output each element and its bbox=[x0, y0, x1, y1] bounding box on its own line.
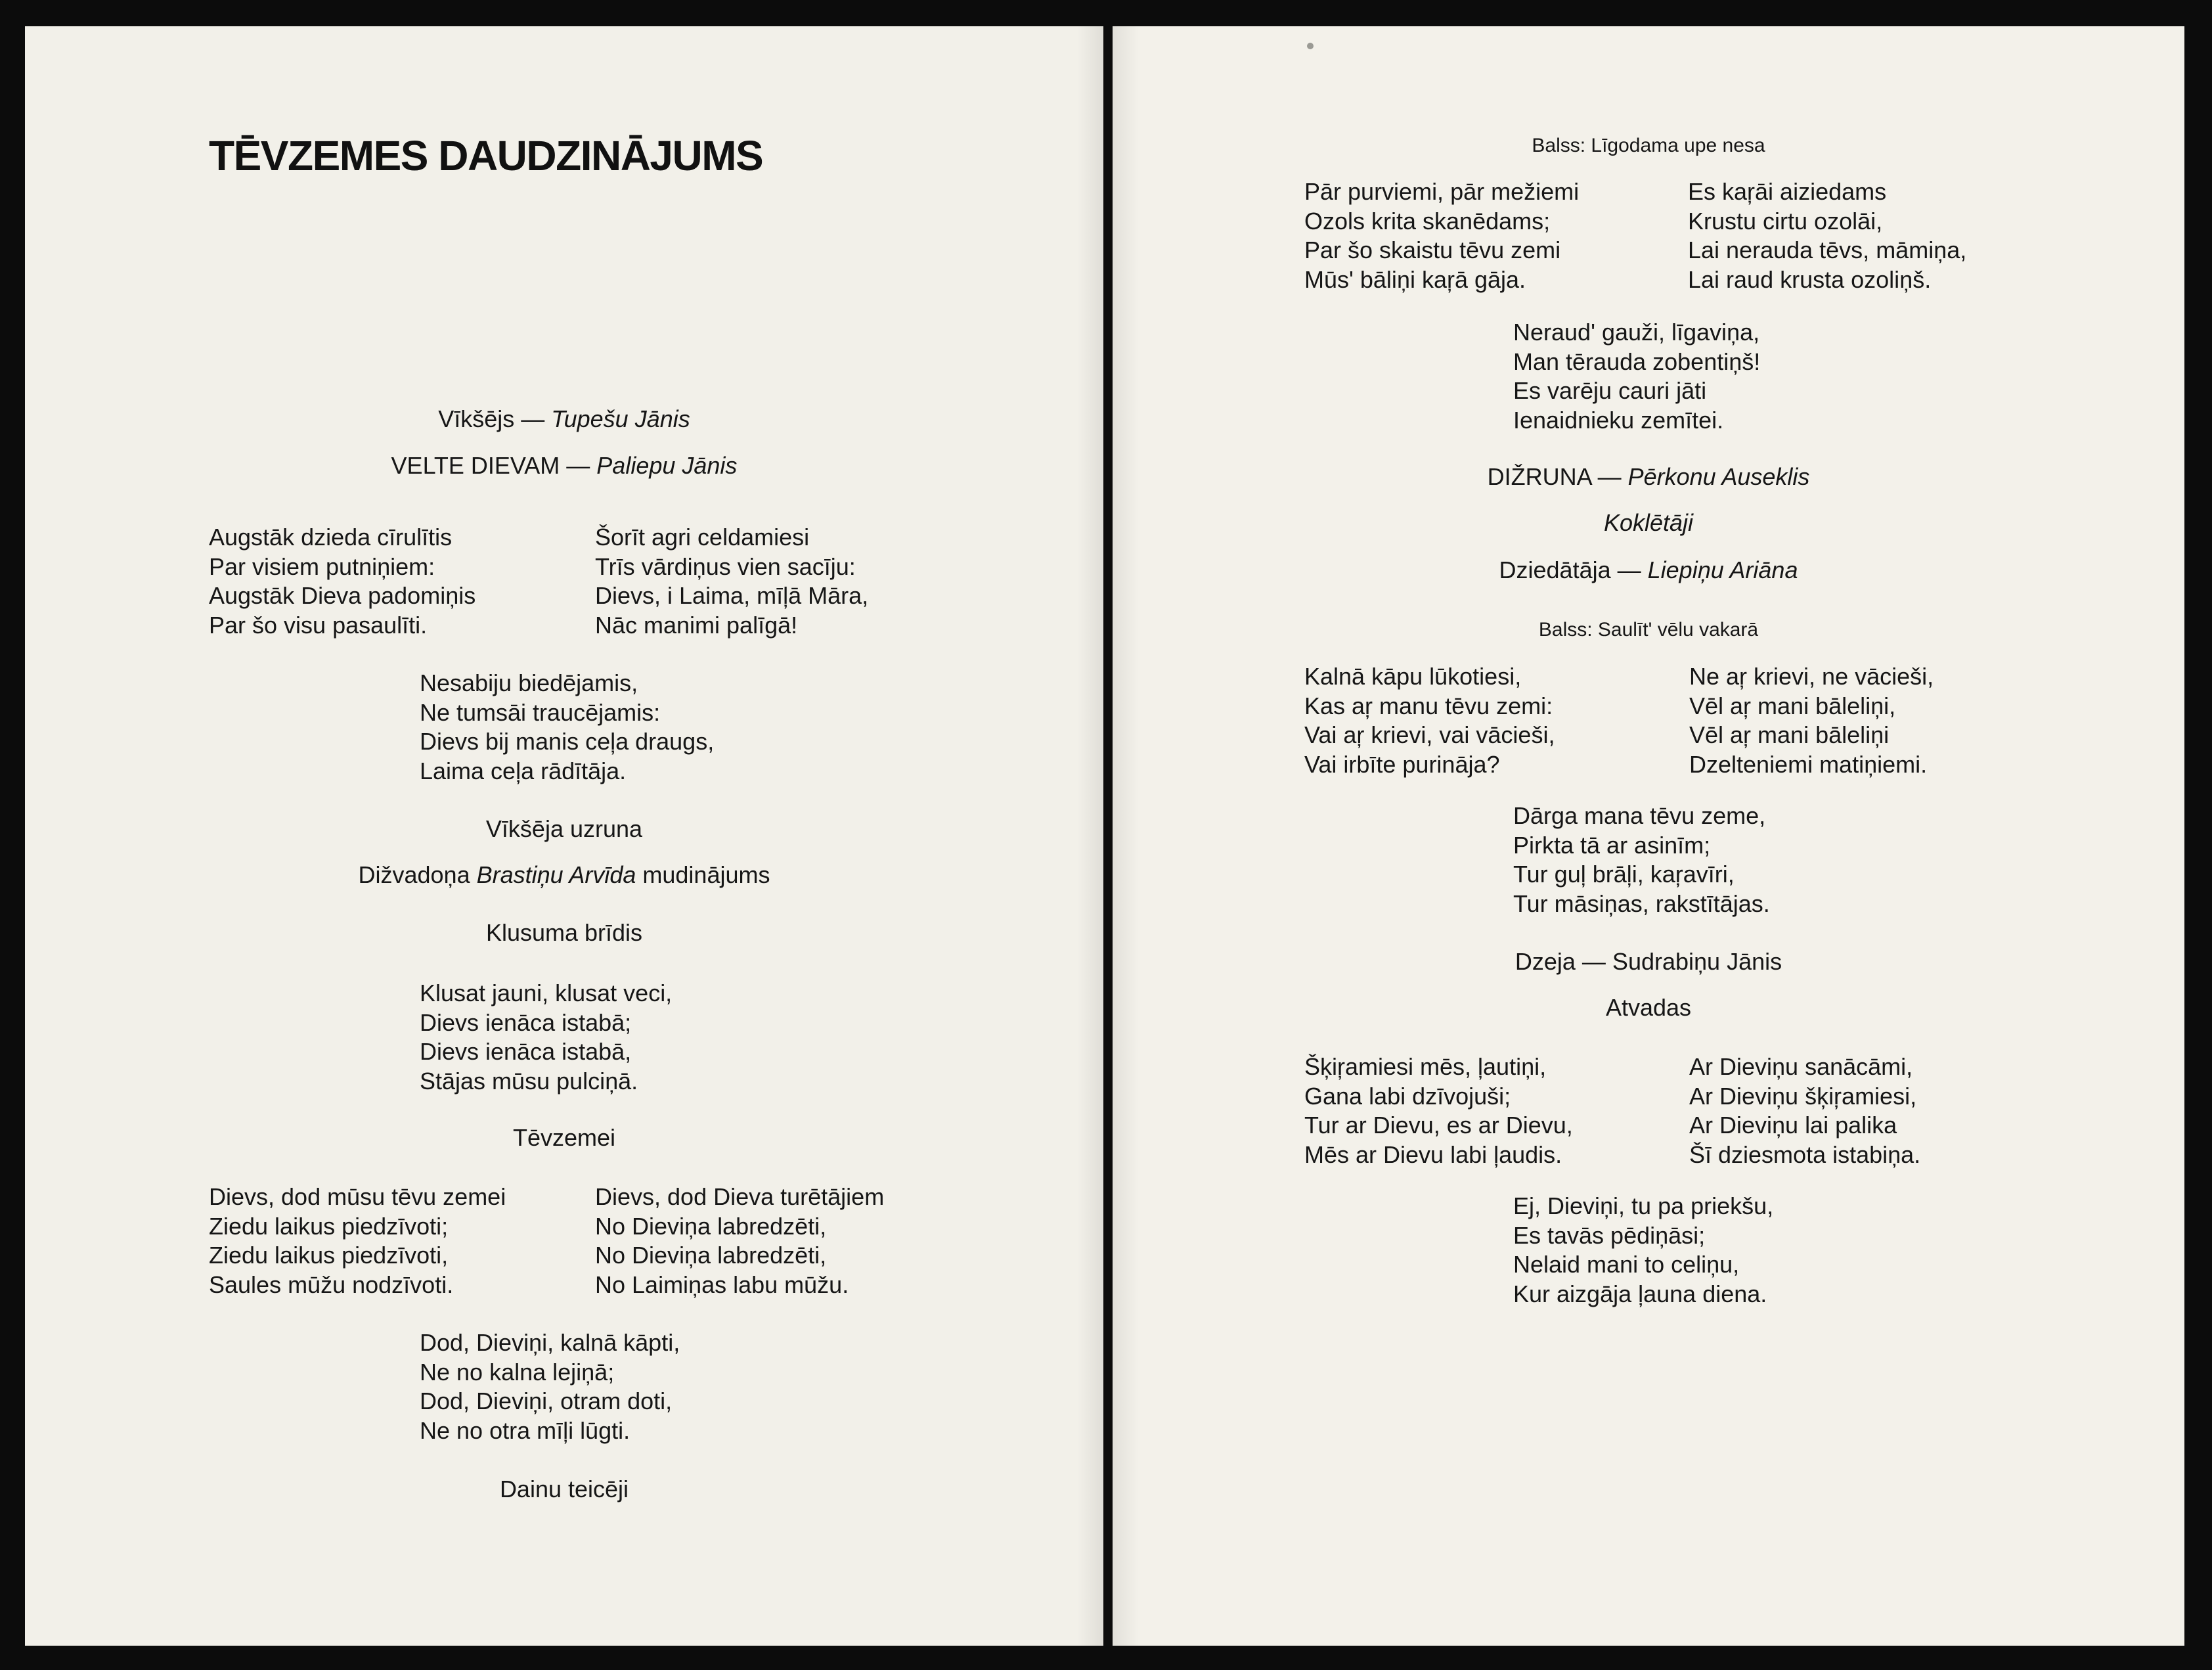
verse-line: Kur aizgāja ļauna diena. bbox=[1513, 1280, 1767, 1307]
verse-line: Es varēju cauri jāti bbox=[1513, 377, 1707, 404]
verse-line: Dievs, dod mūsu tēvu zemei bbox=[209, 1183, 506, 1210]
verse-line: Augstāk dzieda cīrulītis bbox=[209, 524, 453, 551]
verse-line: Vēl aŗ mani bāleliņi bbox=[1689, 721, 1890, 748]
stanza-1-left bbox=[209, 523, 476, 640]
verse-line: Vai irbīte purināja? bbox=[1304, 750, 1500, 778]
verse-line: Mūs' bāliņi kaŗā gāja. bbox=[1304, 265, 1526, 293]
verse-line: Pār purviemi, pār mežiemi bbox=[1304, 178, 1580, 205]
verse-line: Kalnā kāpu lūkotiesi, bbox=[1304, 663, 1522, 690]
stanza-4-left bbox=[209, 1183, 506, 1299]
verse-line: Par visiem putniņiem: bbox=[209, 553, 435, 580]
verse-line: Dod, Dieviņi, kalnā kāpti, bbox=[420, 1329, 680, 1356]
vikseja-role: Vīkšējs bbox=[438, 405, 515, 432]
verse-line: Dzelteniemi matiņiemi. bbox=[1689, 750, 1928, 778]
verse-line: Ne no otra mīļi lūgti. bbox=[420, 1416, 630, 1444]
page-fold-shadow bbox=[1113, 26, 1139, 1646]
velte-title: VELTE DIEVAM bbox=[391, 452, 560, 479]
right-page bbox=[1113, 26, 2184, 1646]
verse-line: Lai raud krusta ozoliņš. bbox=[1688, 265, 1932, 293]
verse-line: No Dieviņa labredzēti, bbox=[595, 1212, 827, 1240]
verse-line: Es tavās pēdiņāsi; bbox=[1513, 1221, 1706, 1249]
verse-line: Nesabiju biedējamis, bbox=[420, 669, 638, 696]
velte-line bbox=[25, 451, 1103, 480]
stanza-3-left bbox=[1304, 662, 1555, 779]
mudinajums-name: Brastiņu Arvīda bbox=[476, 861, 636, 888]
verse-line: Ne aŗ krievi, ne vācieši, bbox=[1689, 663, 1934, 690]
verse-line: Dievs, i Laima, mīļā Māra, bbox=[595, 582, 869, 609]
dizruna-title: DIŽRUNA bbox=[1487, 463, 1591, 490]
verse-line: Laima ceļa rādītāja. bbox=[420, 757, 627, 784]
paper-spot bbox=[1307, 43, 1314, 49]
stanza-4 bbox=[1513, 801, 1770, 918]
verse-line: Tur ar Dievu, es ar Dievu, bbox=[1304, 1112, 1573, 1139]
balss-1-heading: Balss: Līgodama upe nesa bbox=[1532, 135, 1765, 156]
page-title: TĒVZEMES DAUDZINĀJUMS bbox=[209, 132, 763, 179]
verse-line: Dārga mana tēvu zeme, bbox=[1513, 802, 1766, 829]
stanza-2 bbox=[420, 669, 714, 786]
verse-line: Par šo visu pasaulīti. bbox=[209, 611, 428, 639]
verse-line: Dievs, dod Dieva turētājiem bbox=[595, 1183, 885, 1210]
vikseja-line bbox=[25, 405, 1103, 434]
mudinajums-post: mudinājums bbox=[636, 861, 770, 888]
verse-line: No Dieviņa labredzēti, bbox=[595, 1242, 827, 1269]
verse-line: Saules mūžu nodzīvoti. bbox=[209, 1271, 454, 1298]
stanza-3 bbox=[420, 979, 672, 1096]
mudinajums-line bbox=[25, 861, 1103, 890]
dizruna-sep: — bbox=[1591, 463, 1628, 490]
kokletaji-heading: Koklētāji bbox=[1603, 509, 1694, 536]
stanza-5-right bbox=[1689, 1052, 1920, 1169]
stanza-1-right bbox=[1688, 177, 1966, 294]
verse-line: Gana labi dzīvojuši; bbox=[1304, 1082, 1511, 1110]
verse-line: Ar Dieviņu lai palika bbox=[1689, 1112, 1897, 1139]
verse-line: Vēl aŗ mani bāleliņi, bbox=[1689, 692, 1896, 719]
verse-line: Klusat jauni, klusat veci, bbox=[420, 980, 673, 1006]
stanza-1-right bbox=[595, 523, 868, 640]
verse-line: Krustu cirtu ozolāi, bbox=[1688, 207, 1883, 235]
verse-line: Ne no kalna lejiņā; bbox=[420, 1358, 615, 1386]
verse-line: Stājas mūsu pulciņā. bbox=[420, 1067, 638, 1095]
verse-line: Ar Dieviņu šķiŗamiesi, bbox=[1689, 1082, 1917, 1110]
verse-line: Šķiŗamiesi mēs, ļautiņi, bbox=[1304, 1053, 1547, 1080]
verse-line: Ziedu laikus piedzīvoti; bbox=[209, 1212, 449, 1240]
tevzemei-heading: Tēvzemei bbox=[512, 1124, 616, 1151]
verse-line: Dod, Dieviņi, otram doti, bbox=[420, 1388, 673, 1414]
verse-line: Dievs ienāca istabā, bbox=[420, 1038, 632, 1065]
dziedataja-name: Liepiņu Ariāna bbox=[1647, 556, 1798, 583]
verse-line: Tur guļ brāļi, kaŗavīri, bbox=[1513, 861, 1735, 888]
verse-line: Ienaidnieku zemītei. bbox=[1513, 406, 1724, 434]
atvadas-heading: Atvadas bbox=[1605, 994, 1692, 1021]
stanza-3-right bbox=[1689, 662, 1934, 779]
dziedataja-role: Dziedātāja bbox=[1499, 556, 1611, 583]
left-page bbox=[25, 26, 1103, 1646]
verse-line: Es kaŗāi aiziedams bbox=[1688, 178, 1887, 205]
verse-line: Man tērauda zobentiņš! bbox=[1513, 348, 1761, 375]
verse-line: No Laimiņas labu mūžu. bbox=[595, 1271, 849, 1298]
dziedataja-line bbox=[1113, 556, 2184, 585]
verse-line: Trīs vārdiņus vien sacīju: bbox=[595, 553, 856, 580]
mudinajums-pre: Dižvadoņa bbox=[358, 861, 477, 888]
verse-line: Ziedu laikus piedzīvoti, bbox=[209, 1242, 449, 1269]
verse-line: Nelaid mani to celiņu, bbox=[1513, 1251, 1740, 1278]
stanza-6 bbox=[1513, 1192, 1773, 1309]
verse-line: Augstāk Dieva padomiņis bbox=[209, 582, 476, 609]
stanza-2 bbox=[1513, 318, 1760, 435]
velte-name: Paliepu Jānis bbox=[596, 452, 738, 479]
stanza-1-left bbox=[1304, 177, 1579, 294]
verse-line: Tur māsiņas, rakstītājas. bbox=[1513, 890, 1770, 917]
verse-line: Lai neraud‌a tēvs, māmiņa, bbox=[1688, 237, 1967, 263]
verse-line: Dievs bij manis ceļa draugs, bbox=[420, 728, 715, 755]
verse-line: Pirkta tā ar asinīm; bbox=[1513, 831, 1711, 859]
balss-2-heading: Balss: Saulīt' vēlu vakarā bbox=[1538, 619, 1759, 641]
verse-line: Par šo skaistu tēvu zemi bbox=[1304, 237, 1561, 263]
klusums-heading: Klusuma brīdis bbox=[485, 919, 643, 946]
uzruna-heading: Vīkšēja uzruna bbox=[485, 815, 643, 842]
verse-line: Šorīt agri celdamiesi bbox=[595, 524, 810, 551]
vikseja-sep: — bbox=[514, 405, 552, 432]
verse-line: Šī dziesmota istabiņa. bbox=[1689, 1140, 1921, 1168]
verse-line: Ar Dieviņu sanācāmi, bbox=[1689, 1053, 1913, 1080]
verse-line: Dievs ienāca istabā; bbox=[420, 1008, 632, 1036]
velte-sep: — bbox=[560, 452, 597, 479]
verse-line: Mēs ar Dievu labi ļaudis. bbox=[1304, 1140, 1562, 1168]
verse-line: Ej, Dieviņi, tu pa priekšu, bbox=[1513, 1192, 1774, 1219]
dzeja-line: Dzeja — Sudrabiņu Jānis bbox=[1515, 948, 1782, 975]
teiceji-heading: Dainu teicēji bbox=[499, 1476, 629, 1502]
stanza-4-right bbox=[595, 1183, 884, 1299]
verse-line: Ozols krita skanēdams; bbox=[1304, 207, 1551, 235]
verse-line: Vai aŗ krievi, vai vācieši, bbox=[1304, 721, 1555, 748]
verse-line: Ne tumsāi traucējamis: bbox=[420, 698, 661, 726]
dziedataja-sep: — bbox=[1610, 556, 1648, 583]
verse-line: Neraud' gauži, līgaviņa, bbox=[1513, 319, 1760, 346]
stanza-5-left bbox=[1304, 1052, 1573, 1169]
stanza-5 bbox=[420, 1328, 680, 1445]
vikseja-name: Tupešu Jānis bbox=[551, 405, 690, 432]
verse-line: Nāc manimi palīgā! bbox=[595, 611, 798, 639]
dizruna-name: Pērkonu Auseklis bbox=[1627, 463, 1810, 490]
verse-line: Kas aŗ manu tēvu zemi: bbox=[1304, 692, 1553, 719]
dizruna-line bbox=[1113, 463, 2184, 491]
